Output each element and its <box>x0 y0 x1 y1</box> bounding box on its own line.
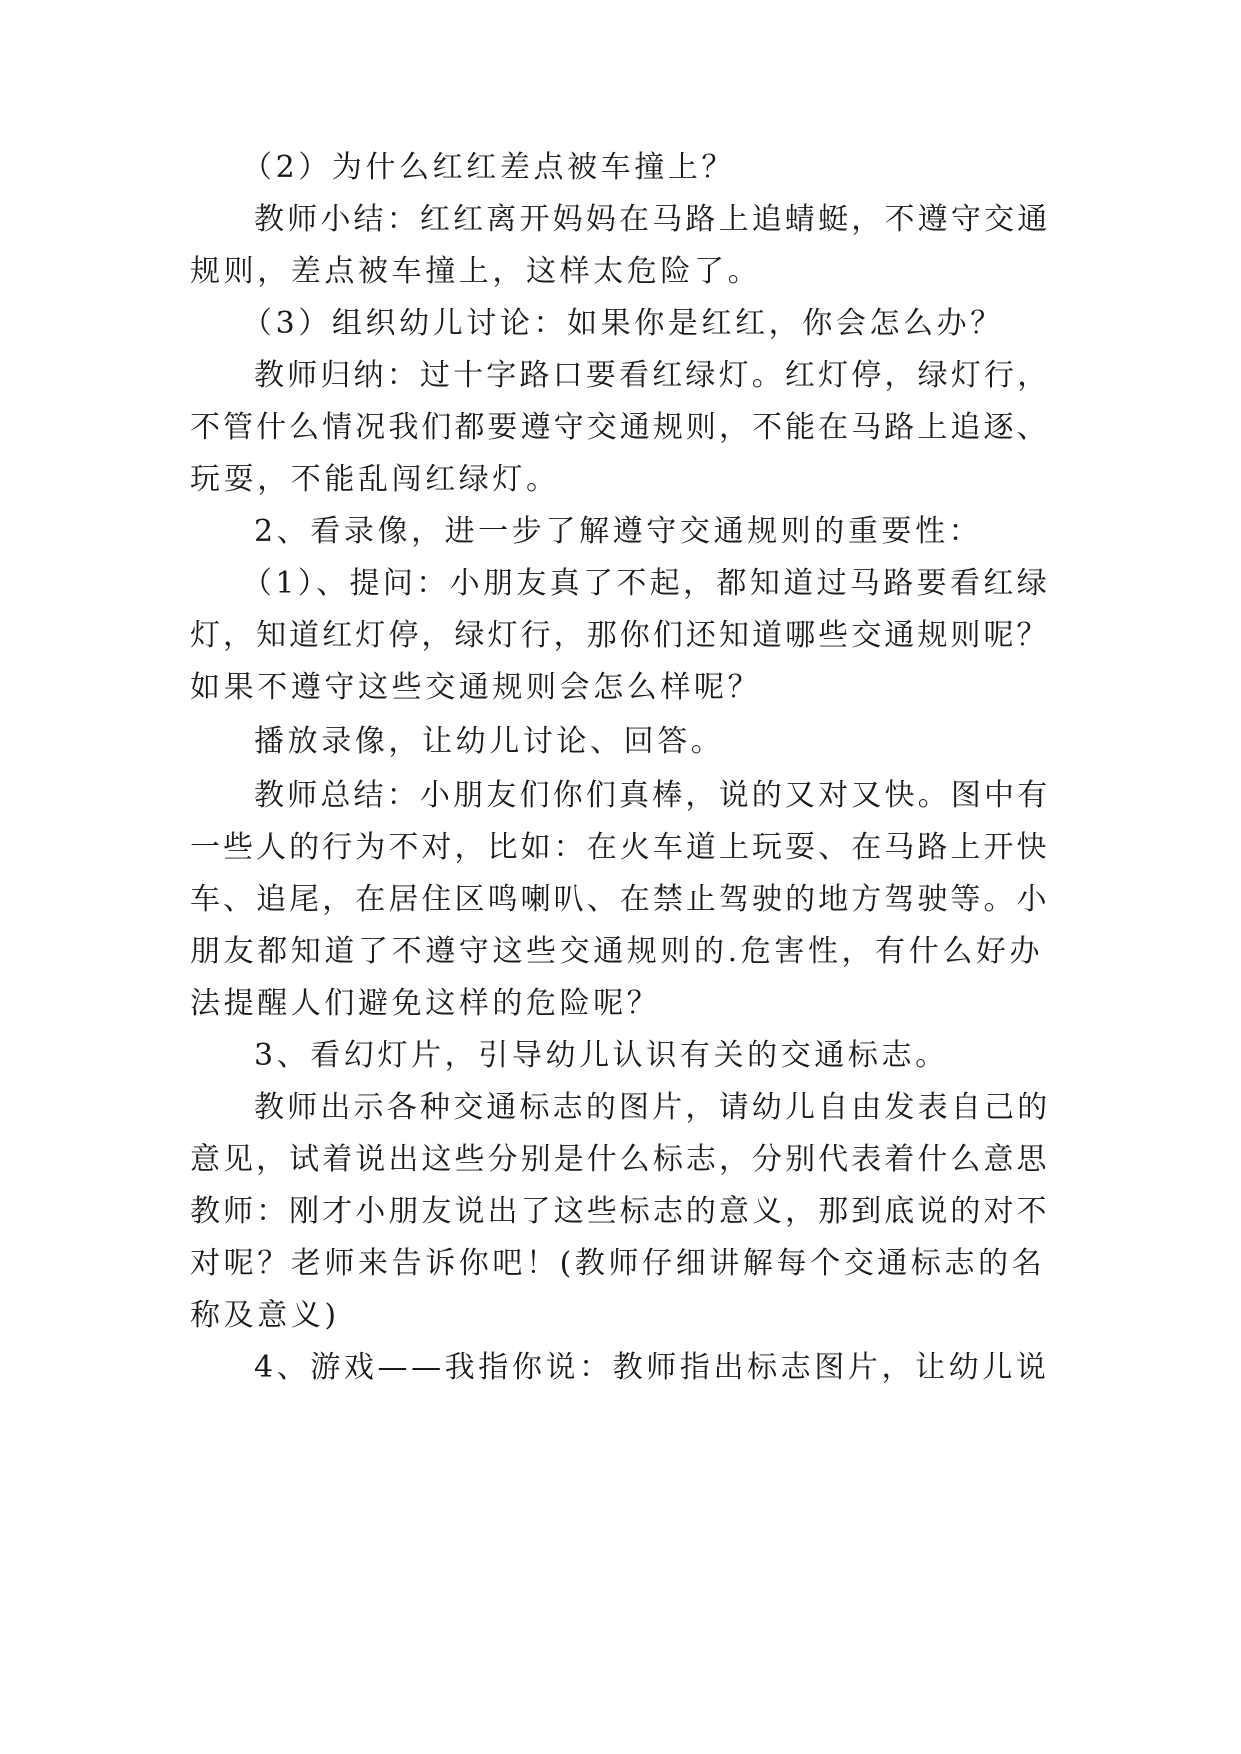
text-line: 教师：刚才小朋友说出了这些标志的意义，那到底说的对不 <box>190 1194 1050 1229</box>
text-line: 不管什么情况我们都要遵守交通规则，不能在马路上追逐、 <box>190 410 1050 445</box>
text-line: 3、看幻灯片，引导幼儿认识有关的交通标志。 <box>254 1038 949 1073</box>
text-line: （1）、提问：小朋友真了不起，都知道过马路要看红绿 <box>242 566 1051 601</box>
text-line: 法提醒人们避免这样的危险呢？ <box>190 986 661 1021</box>
text-line: 对呢？老师来告诉你吧！(教师仔细讲解每个交通标志的名 <box>190 1246 1046 1281</box>
text-line: 灯，知道红灯停，绿灯行，那你们还知道哪些交通规则呢？ <box>190 618 1050 653</box>
text-line: 规则，差点被车撞上，这样太危险了。 <box>190 254 762 289</box>
text-line: 2、看录像，进一步了解遵守交通规则的重要性： <box>254 514 983 549</box>
text-line: 玩耍，不能乱闯红绿灯。 <box>190 462 560 497</box>
text-line: （2）为什么红红差点被车撞上？ <box>242 150 736 185</box>
text-line: 意见，试着说出这些分别是什么标志，分别代表着什么意思 <box>190 1142 1050 1177</box>
text-line: （3）组织幼儿讨论：如果你是红红，你会怎么办？ <box>242 306 1004 341</box>
text-line: 教师归纳：过十字路口要看红绿灯。红灯停，绿灯行， <box>254 358 1051 393</box>
text-line: 教师出示各种交通标志的图片，请幼儿自由发表自己的 <box>254 1090 1051 1125</box>
text-line: 称及意义) <box>190 1298 340 1333</box>
text-line: 播放录像，让幼儿讨论、回答。 <box>254 724 725 759</box>
text-line: 朋友都知道了不遵守这些交通规则的.危害性，有什么好办 <box>190 934 1044 969</box>
text-line: 一些人的行为不对，比如：在火车道上玩耍、在马路上开快 <box>190 830 1050 865</box>
text-line: 教师总结：小朋友们你们真棒，说的又对又快。图中有 <box>254 778 1051 813</box>
text-line: 如果不遵守这些交通规则会怎么样呢？ <box>190 670 762 705</box>
text-line: 4、游戏——我指你说：教师指出标志图片，让幼儿说 <box>254 1350 1050 1385</box>
text-line: 车、追尾，在居住区鸣喇叭、在禁止驾驶的地方驾驶等。小 <box>190 882 1050 917</box>
text-line: 教师小结：红红离开妈妈在马路上追蜻蜓，不遵守交通 <box>254 202 1051 237</box>
